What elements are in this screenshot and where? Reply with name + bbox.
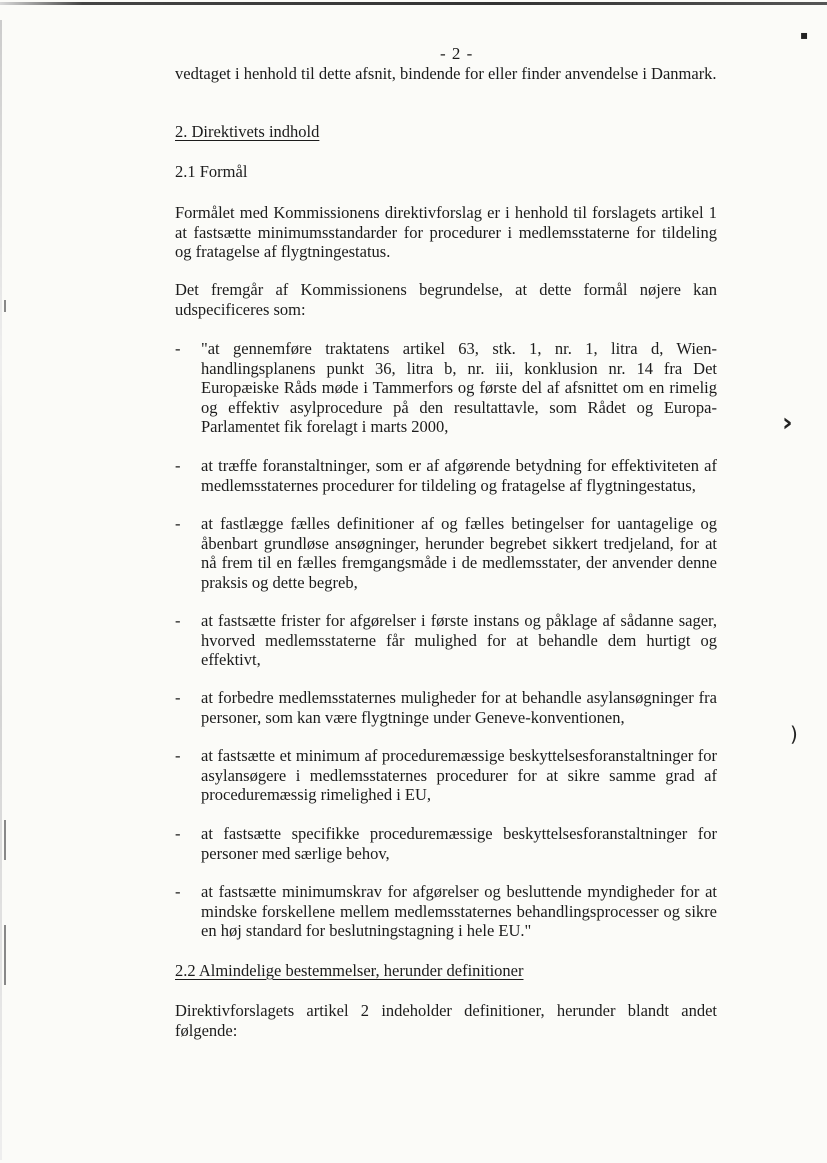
list-item-text: at fastsætte specifikke proceduremæssige beskyttelsesforanstaltninger for personer med særlige behov, bbox=[201, 824, 717, 863]
bullet-dash: - bbox=[175, 611, 181, 630]
scan-top-border bbox=[0, 2, 827, 5]
scan-edge-mark bbox=[4, 820, 6, 860]
hole-punch-mark: › bbox=[782, 408, 793, 438]
list-item bbox=[175, 456, 717, 495]
hole-punch-mark: ) bbox=[790, 722, 798, 746]
subsection-heading-2-1: 2.1 Formål bbox=[175, 162, 248, 181]
paragraph-reasons: Det fremgår af Kommissionens begrundelse, at dette formål nøjere kan udspecificeres som: bbox=[175, 280, 717, 319]
scan-left-edge bbox=[0, 20, 2, 1160]
scan-speck: ▪ bbox=[800, 28, 809, 42]
scan-edge-mark bbox=[4, 300, 6, 312]
bullet-dash: - bbox=[175, 456, 181, 475]
list-item-text: at fastsætte et minimum af proceduremæssige beskyttelsesforanstaltninger for asylansøgere i medlemsstaternes procedurer for at sikre samme grad af proceduremæssig rimelighed i EU, bbox=[201, 746, 717, 804]
list-item-text: at fastlægge fælles definitioner af og fælles betingelser for uantagelige og åbenbart grundløse ansøgninger, herunder begrebet sikkert tredjeland, for at nå frem til en fælles fremgangsmåde i de medlemsstater, der anvender denne praksis og dette begreb, bbox=[201, 514, 717, 592]
list-item bbox=[175, 514, 717, 592]
page-number: - 2 - bbox=[440, 44, 474, 63]
list-item bbox=[175, 824, 717, 863]
list-item-text: at fastsætte minimumskrav for afgørelser og besluttende myndigheder for at mindske forskellene mellem medlemsstaternes behandlingsprocesser og sikre en høj standard for beslutningstagning i hele EU." bbox=[201, 882, 717, 940]
bullet-dash: - bbox=[175, 746, 181, 765]
section-heading-2: 2. Direktivets indhold bbox=[175, 122, 320, 141]
intro-text: vedtaget i henhold til dette afsnit, bindende for eller finder anvendelse i Danmark. bbox=[175, 64, 717, 83]
list-item-text: "at gennemføre traktatens artikel 63, stk. 1, nr. 1, litra d, Wien-handlingsplanens punkt 36, litra b, nr. iii, konklusion nr. 14 fra Det Europæiske Råds møde i Tammerfors og første del af afsnittet om en rimelig og effektiv asylprocedure på den resultattavle, som Rådet og Europa-Parlamentet fik forelagt i marts 2000, bbox=[201, 339, 717, 436]
paragraph-definitions: Direktivforslagets artikel 2 indeholder definitioner, herunder blandt andet følgende: bbox=[175, 1001, 717, 1040]
bullet-dash: - bbox=[175, 339, 181, 358]
bullet-dash: - bbox=[175, 514, 181, 533]
list-item bbox=[175, 882, 717, 941]
bullet-dash: - bbox=[175, 882, 181, 901]
list-item bbox=[175, 611, 717, 670]
list-item bbox=[175, 688, 717, 727]
paragraph-purpose: Formålet med Kommissionens direktivforslag er i henhold til forslagets artikel 1 at fastsætte minimumsstandarder for procedurer i medlemsstaterne for tildeling og fratagelse af flygtningestatus. bbox=[175, 203, 717, 261]
bullet-dash: - bbox=[175, 688, 181, 707]
scan-edge-mark bbox=[4, 925, 6, 985]
bullet-dash: - bbox=[175, 824, 181, 843]
list-item-text: at træffe foranstaltninger, som er af afgørende betydning for effektiviteten af medlemsstaternes procedurer for tildeling og fratagelse af flygtningestatus, bbox=[201, 456, 717, 495]
list-item-text: at fastsætte frister for afgørelser i første instans og påklage af sådanne sager, hvorved medlemsstaterne får mulighed for at behandle dem hurtigt og effektivt, bbox=[201, 611, 717, 669]
list-item bbox=[175, 746, 717, 805]
list-item bbox=[175, 339, 717, 437]
list-item-text: at forbedre medlemsstaternes muligheder for at behandle asylansøgninger fra personer, som kan være flygtninge under Geneve-konventionen, bbox=[201, 688, 717, 727]
subsection-heading-2-2: 2.2 Almindelige bestemmelser, herunder definitioner bbox=[175, 961, 524, 980]
